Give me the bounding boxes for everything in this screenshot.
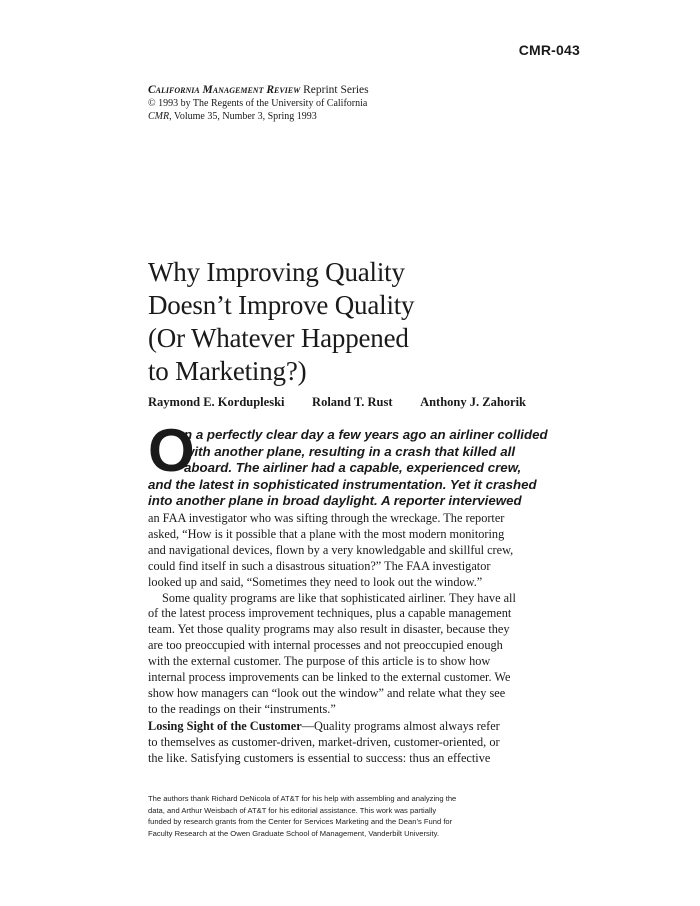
- lead-paragraph: [148, 427, 548, 510]
- body-line: to the readings on their “instruments.”: [148, 701, 336, 716]
- section-losing-sight: [148, 719, 530, 767]
- series-line: [148, 84, 369, 97]
- title-line: (Or Whatever Happened: [148, 323, 409, 353]
- title-line: Doesn’t Improve Quality: [148, 290, 415, 320]
- footnote-line: funded by research grants from the Center for Services Marketing and the Dean’s Fund for: [148, 817, 453, 827]
- article-title: [148, 256, 414, 388]
- body-line: Some quality programs are like that sophisticated airliner. They have all: [162, 590, 516, 605]
- footnote-line: The authors thank Richard DeNicola of AT&T for his help with assembling and analyzing the: [148, 794, 457, 803]
- section-text: —Quality programs almost always refer: [301, 719, 500, 733]
- body-line: asked, “How is it possible that a plane with the most modern monitoring: [148, 526, 505, 541]
- body-line: and navigational devices, flown by a very knowledgable and skillful crew,: [148, 542, 514, 557]
- citation-line: [148, 110, 369, 123]
- body-line: internal process improvements can be linked to the external customer. We: [148, 670, 511, 685]
- author-name: Anthony J. Zahorik: [420, 395, 526, 409]
- lead-line: into another plane in broad daylight. A reporter interviewed: [148, 493, 522, 508]
- body-line: team. Yet those quality programs may also result in disaster, because they: [148, 622, 510, 637]
- body-line: an FAA investigator who was sifting through the wreckage. The reporter: [148, 511, 505, 525]
- section-first-line: [148, 719, 530, 735]
- title-line: Why Improving Quality: [148, 257, 405, 287]
- lead-line: aboard. The airliner had a capable, experienced crew,: [184, 460, 522, 475]
- body-line: show how managers can “look out the window” and relate what they see: [148, 685, 506, 700]
- body-line: of the latest process improvement techniques, plus a capable management: [148, 606, 512, 621]
- series-suffix: Reprint Series: [300, 84, 369, 96]
- reprint-header: [148, 84, 369, 123]
- body-text: [148, 511, 530, 718]
- citation-rest: , Volume 35, Number 3, Spring 1993: [169, 111, 317, 122]
- citation-journal: CMR: [148, 111, 170, 122]
- author-list: [148, 395, 526, 410]
- body-line: are too preoccupied with internal processes and not preoccupied enough: [148, 638, 503, 653]
- author-name: Raymond E. Kordupleski: [148, 395, 285, 409]
- section-line: the like. Satisfying customers is essential to success: thus an effective: [148, 750, 491, 765]
- acknowledgment-footnote: [148, 793, 540, 839]
- author-name: Roland T. Rust: [312, 395, 393, 409]
- lead-line: and the latest in sophisticated instrumentation. Yet it crashed: [148, 476, 537, 492]
- title-line: to Marketing?): [148, 356, 307, 386]
- copyright-line: © 1993 by The Regents of the University of California: [148, 98, 368, 109]
- series-journal: California Management Review: [148, 84, 301, 96]
- body-line: could find itself in such a disastrous situation?” The FAA investigator: [148, 558, 491, 573]
- footnote-line: Faculty Research at the Owen Graduate School of Management, Vanderbilt University.: [148, 828, 439, 838]
- document-code: CMR-043: [518, 42, 580, 58]
- lead-line: with another plane, resulting in a crash that killed all: [184, 443, 516, 459]
- body-line: with the external customer. The purpose of this article is to show how: [148, 654, 491, 669]
- lead-line: n a perfectly clear day a few years ago an airliner collided: [184, 427, 548, 442]
- body-line: looked up and said, “Sometimes they need to look out the window.”: [148, 574, 483, 589]
- footnote-line: data, and Arthur Weisbach of AT&T for his editorial assistance. This work was partially: [148, 805, 437, 815]
- drop-cap: O: [148, 417, 195, 484]
- section-line: to themselves as customer-driven, market-driven, customer-oriented, or: [148, 734, 500, 749]
- section-heading: Losing Sight of the Customer: [148, 719, 302, 733]
